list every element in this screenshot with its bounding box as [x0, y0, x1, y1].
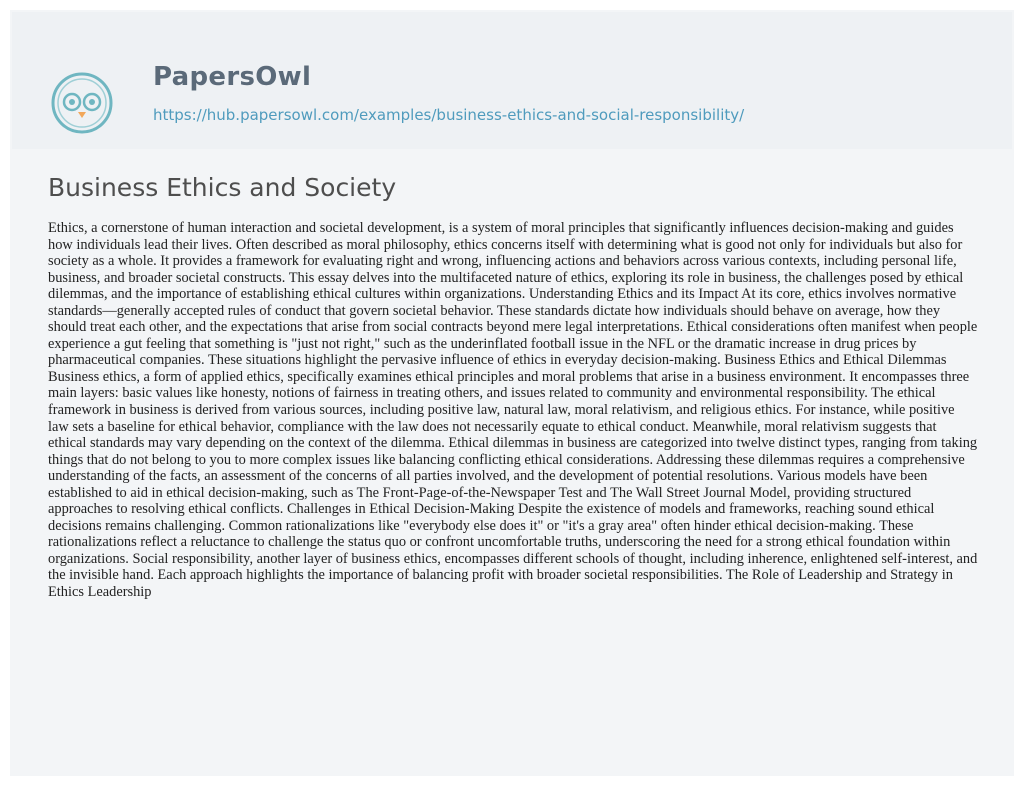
document-title: Business Ethics and Society	[48, 173, 397, 202]
brand-name[interactable]: PapersOwl	[153, 62, 312, 92]
source-url-link[interactable]: https://hub.papersowl.com/examples/business-ethics-and-social-responsibility/	[153, 106, 745, 124]
document-body: Ethics, a cornerstone of human interaction and societal development, is a system of moral principles that significantly influences decision-making and guides how individuals lead their lives. Often described as moral philosophy, ethics concerns itself with determining what is good not only for individuals but also for society as a whole. It provides a framework for evaluating right and wrong, influencing actions and behaviors across various contexts, including personal life, business, and broader societal constructs. This essay delves into the multifaceted nature of ethics, exploring its role in business, the challenges posed by ethical dilemmas, and the importance of establishing ethical cultures within organizations. Understanding Ethics and its Impact At its core, ethics involves normative standards—generally accepted rules of conduct that govern societal behavior. These standards dictate how individuals should behave on average, how they should treat each other, and the expectations that arise from social contracts beyond mere legal interpretations. Ethical considerations often manifest when people experience a gut feeling that something is "just not right," such as the underinflated football issue in the NFL or the dramatic increase in drug prices by pharmaceutical companies. These situations highlight the pervasive influence of ethics in everyday decision-making. Business Ethics and Ethical Dilemmas Business ethics, a form of applied ethics, specifically examines ethical principles and moral problems that arise in a business environment. It encompasses three main layers: basic values like honesty, notions of fairness in treating others, and issues related to community and environmental responsibility. The ethical framework in business is derived from various sources, including positive law, natural law, moral relativism, and religious ethics. For instance, while positive law sets a baseline for ethical behavior, compliance with the law does not necessarily equate to ethical conduct. Meanwhile, moral relativism suggests that ethical standards may vary depending on the context of the dilemma. Ethical dilemmas in business are categorized into twelve distinct types, ranging from taking things that do not belong to you to more complex issues like balancing conflicting ethical considerations. Addressing these dilemmas requires a comprehensive understanding of the facts, an assessment of the concerns of all parties involved, and the development of potential resolutions. Various models have been established to aid in ethical decision-making, such as The Front-Page-of-the-Newspaper Test and The Wall Street Journal Model, providing structured approaches to resolving ethical conflicts. Challenges in Ethical Decision-Making Despite the existence of models and frameworks, reaching sound ethical decisions remains challenging. Common rationalizations like "everybody else does it" or "it's a gray area" often hinder ethical decision-making. These rationalizations reflect a reluctance to challenge the status quo or confront uncomfortable truths, underscoring the need for a strong ethical foundation within organizations. Social responsibility, another layer of business ethics, encompasses different schools of thought, including inherence, enlightened self-interest, and the invisible hand. Each approach highlights the importance of balancing profit with broader societal responsibilities. The Role of Leadership and Strategy in Ethics Leadership	[48, 220, 978, 601]
owl-face-icon[interactable]	[51, 72, 113, 134]
